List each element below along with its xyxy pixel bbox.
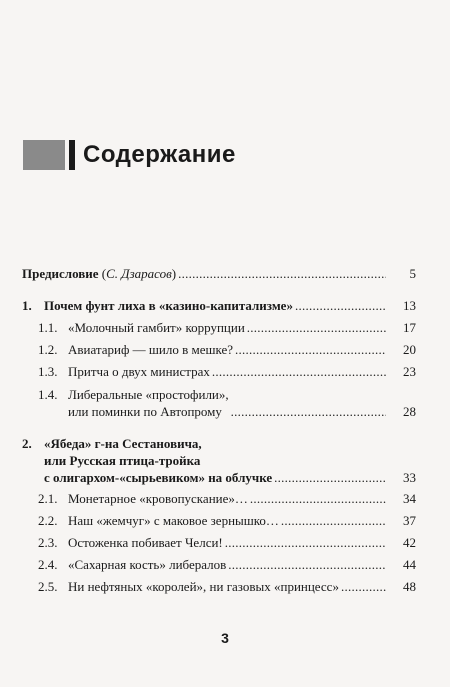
entry-page: 5 (409, 266, 416, 281)
entry-number: 2.4. (38, 557, 58, 572)
entry-number: 2.3. (38, 535, 58, 550)
leader-dots (212, 364, 386, 380)
toc-entry-2-5[interactable] (22, 579, 416, 601)
entry-number: 1.1. (38, 320, 58, 335)
entry-number: 1.4. (38, 387, 58, 402)
leader-dots (247, 320, 386, 336)
table-of-contents (22, 266, 416, 601)
entry-number: 2.2. (38, 513, 58, 528)
leader-dots (281, 513, 386, 529)
entry-number: 1.2. (38, 342, 58, 357)
leader-dots (235, 342, 386, 358)
leader-dots (228, 557, 386, 573)
entry-label: Остоженка побивает Челси! (68, 535, 223, 550)
entry-page: 20 (403, 342, 416, 357)
toc-entry-2-4[interactable] (22, 557, 416, 579)
entry-label: Ни нефтяных «королей», ни газовых «принцесс» (68, 579, 339, 594)
leader-dots (225, 535, 386, 551)
entry-page: 48 (403, 579, 416, 594)
entry-label: Предисловие (22, 266, 99, 281)
leader-dots (250, 491, 386, 507)
page-number: 3 (221, 630, 229, 646)
entry-page: 37 (403, 513, 416, 528)
entry-label: Монетарное «кровопускание»… (68, 491, 248, 506)
entry-label: Почем фунт лиха в «казино-капитализме» (44, 298, 293, 313)
entry-label-line-3: с олигархом-«сырьевиком» на облучке (44, 470, 273, 485)
section-heading (23, 140, 236, 170)
toc-entry-2-1[interactable] (22, 491, 416, 513)
entry-label: Авиатариф — шило в мешке? (68, 342, 234, 357)
entry-label: Наш «жемчуг» с маковое зернышко… (68, 513, 279, 528)
entry-page: 23 (403, 364, 416, 379)
entry-label: «Молочный гамбит» коррупции (68, 320, 245, 335)
page-title: Содержание (83, 141, 236, 168)
entry-page: 17 (403, 320, 416, 335)
entry-label: «Сахарная кость» либералов (68, 557, 227, 572)
toc-entry-1-3[interactable] (22, 364, 416, 386)
heading-black-bar (69, 140, 75, 170)
toc-entry-1-2[interactable] (22, 342, 416, 364)
leader-dots (274, 469, 386, 486)
entry-number: 1.3. (38, 364, 58, 379)
leader-dots (341, 579, 386, 595)
entry-label-line-1: Либеральные «простофили», (68, 387, 229, 402)
entry-label-line-2: или поминки по Автопрому (68, 404, 222, 419)
entry-page: 13 (403, 298, 416, 313)
entry-label-line-2: или Русская птица-тройка (44, 453, 201, 468)
toc-entry-chapter-2[interactable] (22, 435, 416, 491)
leader-dots (178, 266, 386, 282)
entry-page: 28 (403, 404, 416, 419)
entry-page: 42 (403, 535, 416, 550)
toc-entry-1-4[interactable] (22, 386, 416, 425)
toc-entry-1-1[interactable] (22, 320, 416, 342)
toc-entry-2-3[interactable] (22, 535, 416, 557)
heading-gray-bar (23, 140, 65, 170)
toc-entry-preface[interactable]: Предисловие (С. Дзарасов) . . . 5 (22, 266, 416, 288)
entry-label: Притча о двух министрах (68, 364, 210, 379)
entry-page: 34 (403, 491, 416, 506)
entry-number: 2.1. (38, 491, 58, 506)
leader-dots (295, 298, 386, 314)
leader-dots (231, 403, 386, 420)
toc-entry-chapter-1[interactable] (22, 298, 416, 320)
entry-page: 44 (403, 557, 416, 572)
entry-number: 2.5. (38, 579, 58, 594)
entry-author: С. Дзарасов (106, 266, 172, 281)
entry-page: 33 (403, 470, 416, 485)
toc-entry-2-2[interactable] (22, 513, 416, 535)
entry-number: 2. (22, 436, 32, 451)
entry-number: 1. (22, 298, 32, 313)
entry-label-line-1: «Ябеда» г-на Сестановича, (44, 436, 202, 451)
